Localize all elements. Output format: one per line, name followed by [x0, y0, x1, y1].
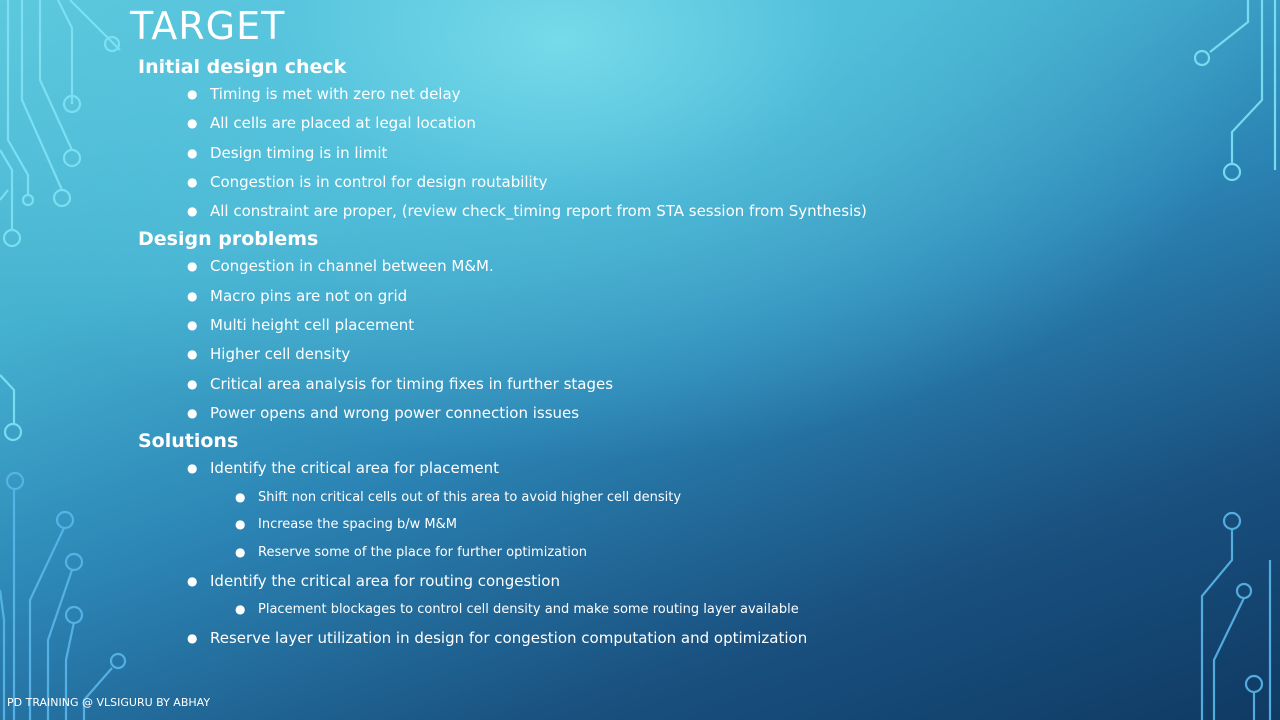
- list-item-text: Identify the critical area for routing congestion: [210, 571, 560, 590]
- list-item: [138, 168, 1198, 197]
- list-item: [138, 139, 1198, 168]
- sub-list-item-text: Increase the spacing b/w M&M: [258, 517, 457, 533]
- list-item: [138, 252, 1198, 281]
- list-item: [138, 197, 1198, 226]
- sub-list-item: [210, 539, 1198, 567]
- list-item-text: Critical area analysis for timing fixes in further stages: [210, 374, 614, 393]
- sub-list-item: [210, 484, 1198, 512]
- bullet-icon: ●: [187, 174, 198, 189]
- sub-list-item-text: Shift non critical cells out of this area to avoid higher cell density: [258, 489, 682, 505]
- section-heading-solutions: Solutions: [138, 430, 239, 453]
- list-item: [138, 109, 1198, 138]
- bullet-icon: ●: [187, 87, 198, 101]
- bullet-icon: ●: [235, 489, 246, 504]
- list-item-text: Multi height cell placement: [210, 316, 415, 335]
- bullet-icon: ●: [187, 145, 198, 160]
- bullet-icon: ●: [187, 116, 198, 131]
- slide-footer: PD TRAINING @ VLSIGURU BY ABHAY: [7, 696, 211, 709]
- list-item-text: Congestion in channel between M&M.: [210, 257, 494, 276]
- bullet-icon: ●: [187, 461, 198, 476]
- solutions-list: [138, 454, 1198, 653]
- bullet-icon: ●: [235, 517, 246, 532]
- list-item-text: Power opens and wrong power connection issues: [210, 403, 580, 422]
- bullet-icon: ●: [187, 630, 198, 645]
- list-item: [138, 80, 1198, 109]
- list-item-text: Higher cell density: [210, 345, 351, 364]
- list-item: [138, 399, 1198, 428]
- list-item-text: Congestion is in control for design routability: [210, 172, 548, 191]
- section-heading-initial-design-check: Initial design check: [138, 56, 347, 78]
- initial-check-list: [138, 80, 1198, 226]
- list-item-text: All cells are placed at legal location: [210, 114, 476, 133]
- list-item: [138, 624, 1198, 653]
- list-item-text: Identify the critical area for placement: [210, 459, 499, 478]
- bullet-icon: ●: [187, 405, 198, 420]
- list-item: [138, 340, 1198, 369]
- bullet-icon: ●: [187, 259, 198, 274]
- bullet-icon: ●: [235, 601, 246, 616]
- slide-content: [138, 54, 1198, 653]
- list-item: [138, 567, 1198, 624]
- design-problems-list: [138, 252, 1198, 428]
- list-item-text: Design timing is in limit: [210, 143, 388, 162]
- bullet-icon: ●: [187, 347, 198, 362]
- sub-list-item-text: Reserve some of the place for further optimization: [258, 544, 588, 560]
- list-item-text: Macro pins are not on grid: [210, 286, 408, 305]
- list-item-text: Reserve layer utilization in design for congestion computation and optimization: [210, 628, 808, 647]
- list-item-text: All constraint are proper, (review check_timing report from STA session from Synthesis): [210, 202, 867, 221]
- sub-list: [210, 484, 1198, 567]
- bullet-icon: ●: [187, 288, 198, 303]
- list-item: [138, 370, 1198, 399]
- list-item: [138, 282, 1198, 311]
- sub-list-item-text: Placement blockages to control cell density and make some routing layer available: [258, 601, 799, 617]
- sub-list-item: [210, 596, 1198, 624]
- list-item: [138, 454, 1198, 566]
- bullet-icon: ●: [187, 573, 198, 588]
- bullet-icon: ●: [235, 544, 246, 559]
- bullet-icon: ●: [187, 376, 198, 391]
- list-item: [138, 311, 1198, 340]
- sub-list: [210, 596, 1198, 624]
- sub-list-item: [210, 511, 1198, 539]
- list-item-text: Timing is met with zero net delay: [210, 85, 461, 103]
- slide-title: TARGET: [130, 4, 286, 48]
- bullet-icon: ●: [187, 204, 198, 219]
- bullet-icon: ●: [187, 318, 198, 333]
- section-heading-design-problems: Design problems: [138, 228, 319, 251]
